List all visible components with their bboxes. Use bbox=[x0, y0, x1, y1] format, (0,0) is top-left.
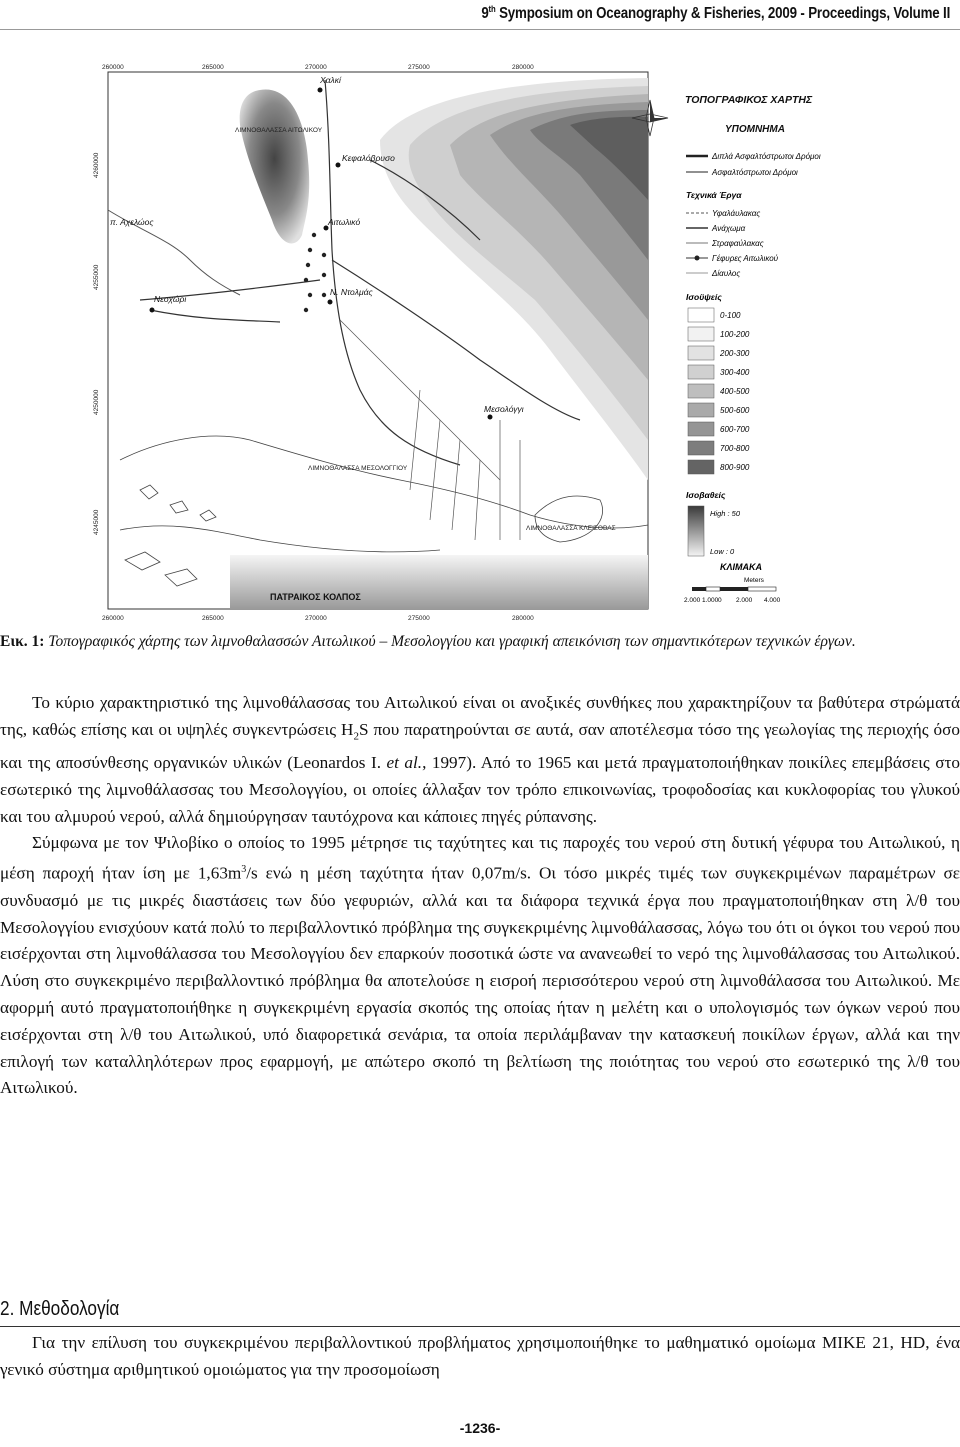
scale-label: 1.000 bbox=[702, 597, 719, 604]
superscript: 3 bbox=[241, 864, 247, 876]
caption-label: Εικ. 1: bbox=[0, 633, 45, 650]
contour-label: 800-900 bbox=[720, 463, 750, 472]
x-tick-top: 260000 bbox=[102, 64, 124, 71]
x-tick-bottom: 280000 bbox=[512, 615, 534, 622]
x-tick-bottom: 275000 bbox=[408, 615, 430, 622]
label-acheloos: π. Αχελώος bbox=[110, 217, 154, 227]
contour-swatch bbox=[688, 441, 714, 455]
text-run: , 1997). Από το 1965 και μετά πραγματοποιήθηκαν ποικίλες επεμβάσεις στο εσωτερικό της λιμνοθάλασσας του Μεσολογγίου, οι οποίες άλλαξαν τον τρόπο επικοινωνίας, τροφοδοσίας και κυκλοφορίας του γλυκού και του αλμυρού νερού, αλλά δημιούργησαν ταυτόχρονα και κάποιες πηγές ρύπανσης. bbox=[0, 753, 960, 826]
contour-swatch bbox=[688, 346, 714, 360]
x-tick-top: 265000 bbox=[202, 64, 224, 71]
paragraph bbox=[0, 830, 960, 1102]
label-aitoliko: Αιτωλικό bbox=[328, 217, 361, 227]
bathy-low: Low : 0 bbox=[710, 547, 735, 556]
legend-contours-title: Ισοϋψείς bbox=[686, 292, 722, 302]
contour-label: 600-700 bbox=[720, 425, 750, 434]
y-tick: 4245000 bbox=[93, 509, 100, 535]
scale-label: 2.000 bbox=[684, 597, 701, 604]
legend-work-item: Στραφαύλακας bbox=[712, 239, 764, 248]
contour-label: 300-400 bbox=[720, 368, 750, 377]
text-run: /s ενώ η μέση ταχύτητα ήταν 0,07m/s. Οι τόσο μικρές τιμές των συγκεκριμένων παραμέτρων σε συνδυασμό με τις μικρές διαστάσεις των δύο γεφυριών, αλλά και τα διάφορα τεχνικά έργα που πραγματοποιήθηκαν στη λ/θ του Μεσολογγίου ενισχύουν κατά πολύ το περιβαλλοντικό πρόβλημα της συγκεκριμένης λιμνοθάλασσας, λόγω του ότι οι όγκοι του νερού που εισέρχονται στη λιμνοθάλασσα του Μεσολογγίου δεν επαρκούν ποσοτικά ώστε να ανανεωθεί το νερό της λιμνοθάλασσας του Αιτωλικού. Λύση στο συγκεκριμένο περιβαλλοντικό πρόβλημα θα αποτελούσε η εισροή περισσότερου νερού στη λιμνοθάλασσα του Αιτωλικού. Με αφορμή αυτό πραγματοποιήθηκε η συγκεκριμένη εργασία σκοπός της οποίας ήταν η μελέτη και ο υπολογισμός των όγκων νερού που εισέρχονται στη λ/θ του Αιτωλικού, υπό διαφορετικά σενάρια, τα οποία περιλάμβαναν την κατασκευή ποικίλων έργων, αλλά και την επιλογή των καταλληλότερων προς εφαρμογή, με απώτερο σκοπό τη βελτίωση της ποιότητας του νερού στο εσωτερικό της λ/θ του Αιτωλικού. bbox=[0, 863, 960, 1098]
scale-label: 2.000 bbox=[736, 597, 753, 604]
header-superscript: th bbox=[488, 4, 496, 14]
scale-label: 0 bbox=[718, 597, 722, 604]
bathy-gradient bbox=[688, 506, 704, 556]
contour-label: 200-300 bbox=[720, 349, 750, 358]
text-run: S που παρατηρούνται σε αυτά, σαν αποτέλεσμα τόσο της γεωλογίας της περιοχής όσο και της αποσύνθεσης οργανικών υλικών (Leonardos I. bbox=[0, 719, 960, 773]
scale-bar bbox=[692, 587, 776, 591]
page-number: -1236- bbox=[459, 1420, 501, 1436]
text-run: Το κύριο χαρακτηριστικό της λιμνοθάλασσας του Αιτωλικού είναι οι ανοξικές συνθήκες που χαρακτηρίζουν τα βαθύτερα στρώματά της, καθώς επίσης και οι υψηλές συγκεντρώσεις H bbox=[0, 693, 960, 739]
subscript: 2 bbox=[353, 730, 359, 743]
legend-work-item: Ανάχωμα bbox=[712, 224, 746, 233]
contour-swatch bbox=[688, 403, 714, 417]
x-tick-top: 270000 bbox=[305, 64, 327, 71]
label-neochori: Νεοχώρι bbox=[154, 294, 187, 304]
paragraph bbox=[0, 690, 960, 830]
contour-label: 100-200 bbox=[720, 330, 750, 339]
contour-label: 0-100 bbox=[720, 311, 741, 320]
legend-work-item: Υφαλάυλακας bbox=[712, 209, 761, 218]
y-tick: 4250000 bbox=[93, 389, 100, 415]
section-rule bbox=[0, 1326, 960, 1327]
section-heading: 2. Μεθοδολογία bbox=[0, 1298, 120, 1320]
paragraph: Για την επίλυση του συγκεκριμένου περιβαλλοντικού προβλήματος χρησιμοποιήθηκε το μαθηματικό ομοίωμα MIKE 21, HD, ένα γενικό σύστημα αριθμητικού ομοιώματος για την προσομοίωση bbox=[0, 1333, 960, 1379]
contour-swatches bbox=[688, 308, 750, 474]
legend-road: Ασφαλτόστρωτοι Δρόμοι bbox=[712, 168, 798, 177]
contour-label: 500-600 bbox=[720, 406, 750, 415]
contour-label: 400-500 bbox=[720, 387, 750, 396]
body-text-2 bbox=[0, 1330, 960, 1384]
header-volume-number: 9 bbox=[481, 5, 489, 23]
label-ntolmas: Ν. Ντολμάς bbox=[330, 287, 373, 297]
contour-swatch bbox=[688, 327, 714, 341]
contour-swatch bbox=[688, 384, 714, 398]
topographic-map-figure bbox=[80, 60, 870, 625]
contour-swatch bbox=[688, 460, 714, 474]
label-lim-mesolongiou: ΛΙΜΝΟΘΑΛΑΣΣΑ ΜΕΣΟΛΟΓΓΙΟΥ bbox=[308, 465, 408, 472]
legend-work-item: Γέφυρες Αιτωλικού bbox=[712, 254, 779, 263]
x-tick-bottom: 265000 bbox=[202, 615, 224, 622]
running-header bbox=[481, 4, 950, 23]
figure-caption bbox=[0, 632, 960, 652]
x-tick-top: 275000 bbox=[408, 64, 430, 71]
label-lim-aitolikou: ΛΙΜΝΟΘΑΛΑΣΣΑ ΑΙΤΩΛΙΚΟΥ bbox=[235, 127, 323, 134]
text-run: Σύμφωνα με τον Ψιλοβίκο ο οποίος το 1995 μέτρησε τις ταχύτητες και τις παροχές του νερού στη δυτική γέφυρα του Αιτωλικού, η μέση παροχή ήταν ίση με 1,63m bbox=[0, 833, 960, 883]
label-mesolongi: Μεσολόγγι bbox=[484, 404, 524, 414]
italic-run: et al. bbox=[386, 753, 423, 773]
contour-label: 700-800 bbox=[720, 444, 750, 453]
contour-swatch bbox=[688, 422, 714, 436]
scale-title: ΚΛΙΜΑΚΑ bbox=[720, 562, 762, 572]
y-tick: 4255000 bbox=[93, 264, 100, 290]
body-text bbox=[0, 690, 960, 1102]
x-tick-top: 280000 bbox=[512, 64, 534, 71]
legend-title: ΥΠΟΜΝΗΜΑ bbox=[725, 124, 785, 135]
legend-bathy-title: Ισοβαθείς bbox=[686, 490, 726, 500]
legend-road-double: Διπλά Ασφαλτόστρωτοι Δρόμοι bbox=[712, 152, 821, 161]
contour-swatch bbox=[688, 365, 714, 379]
legend-works-title: Τεχνικά Έργα bbox=[686, 190, 742, 200]
label-patraikos: ΠΑΤΡΑΙΚΟΣ ΚΟΛΠΟΣ bbox=[270, 592, 361, 602]
caption-text: Τοπογραφικός χάρτης των λιμνοθαλασσών Αιτωλικού – Μεσολογγίου και γραφική απεικόνιση των σημαντικότερων τεχνικών έργων. bbox=[44, 633, 856, 650]
header-text: Symposium on Oceanography & Fisheries, 2009 - Proceedings, Volume II bbox=[495, 5, 950, 23]
contour-swatch bbox=[688, 308, 714, 322]
bathy-high: High : 50 bbox=[710, 509, 741, 518]
map-title: ΤΟΠΟΓΡΑΦΙΚΟΣ ΧΑΡΤΗΣ bbox=[685, 94, 813, 106]
scale-unit: Meters bbox=[744, 577, 764, 584]
x-tick-bottom: 270000 bbox=[305, 615, 327, 622]
map-svg bbox=[80, 60, 870, 625]
label-lim-kleisovas: ΛΙΜΝΟΘΑΛΑΣΣΑ ΚΛΕΙΣΟΒΑΣ bbox=[526, 525, 616, 532]
y-tick: 4260000 bbox=[93, 152, 100, 178]
legend-work-item: Δίαυλος bbox=[712, 269, 741, 278]
x-tick-bottom: 260000 bbox=[102, 615, 124, 622]
label-halki: Χαλκί bbox=[320, 75, 341, 85]
y-axis-ticks bbox=[93, 152, 100, 535]
header-rule bbox=[0, 29, 960, 30]
label-kefalovryso: Κεφαλόβρυσο bbox=[342, 153, 395, 163]
scale-label: 4.000 bbox=[764, 597, 781, 604]
map-legend bbox=[684, 94, 821, 604]
